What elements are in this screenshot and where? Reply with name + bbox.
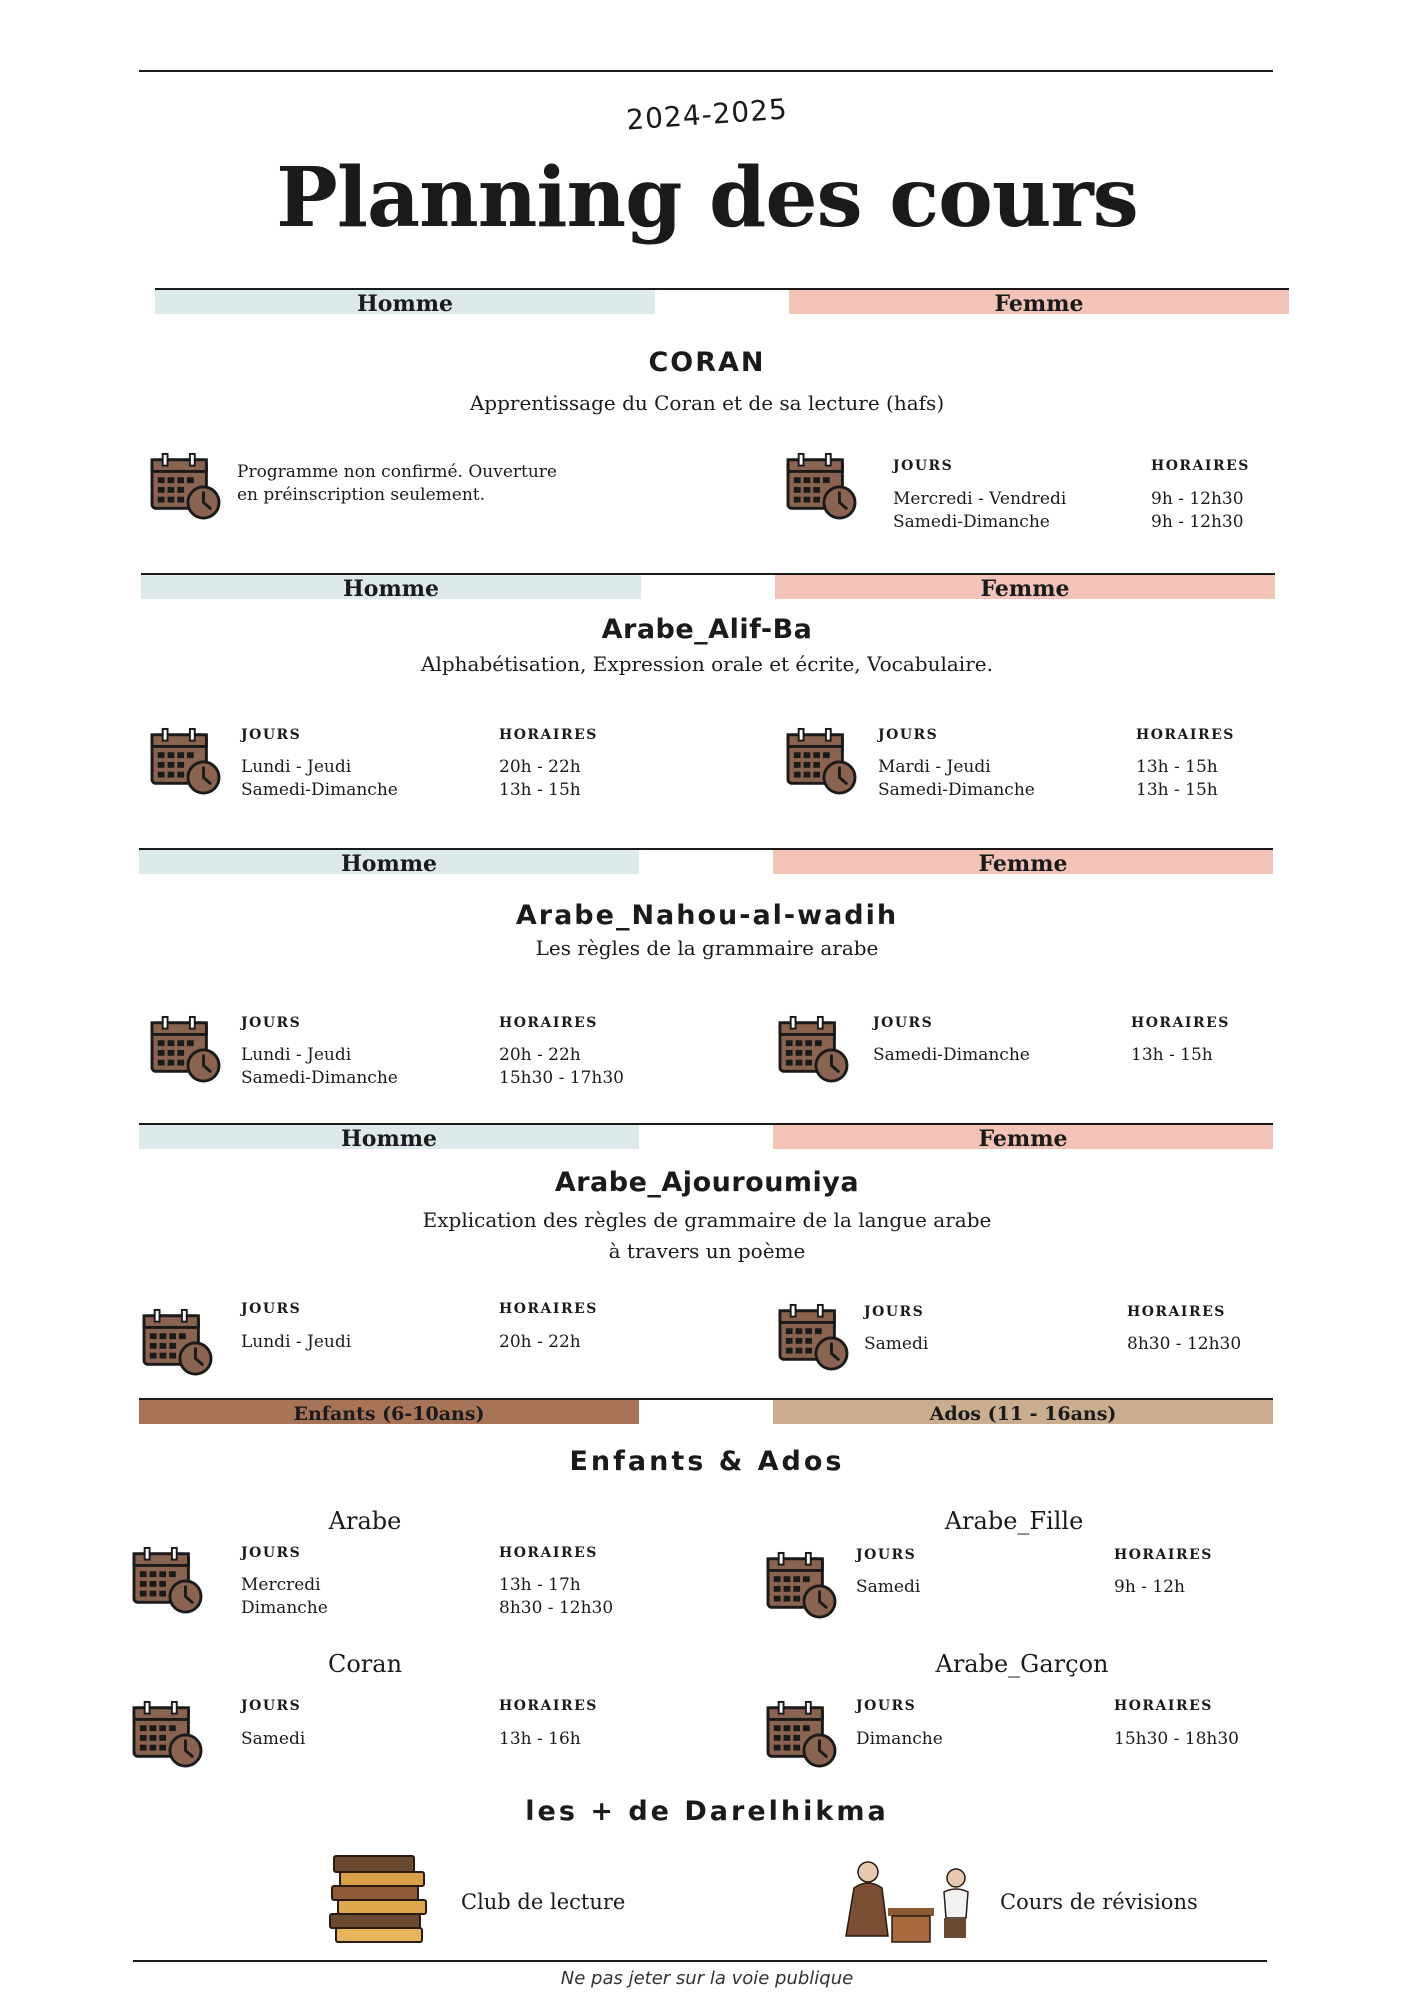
calendar-icon (130, 1700, 206, 1768)
section-subtitle: Les règles de la grammaire arabe (535, 936, 879, 960)
section-title: Arabe_Nahou-al-wadih (515, 900, 899, 931)
jours-header: JOURS (241, 1698, 302, 1714)
jours-header: JOURS (864, 1304, 925, 1320)
horaires-header: HORAIRES (1114, 1547, 1213, 1563)
section-title: Enfants & Ados (569, 1446, 845, 1477)
calendar-icon (140, 1308, 216, 1376)
jours-header: JOURS (241, 1545, 302, 1561)
band-homme: Homme (139, 1125, 639, 1149)
jours-header: JOURS (856, 1698, 917, 1714)
jours-header: JOURS (856, 1547, 917, 1563)
jours-value: Mercredi Dimanche (241, 1575, 328, 1618)
band-ados: Ados (11 - 16ans) (773, 1400, 1273, 1424)
jours-value: Lundi - Jeudi (241, 1332, 352, 1352)
horaires-value: 13h - 16h (499, 1729, 581, 1749)
program-note: Programme non confirmé. Ouverture en préinscription seulement. (237, 462, 557, 505)
section-title: les + de Darelhikma (525, 1796, 889, 1827)
section-subtitle: à travers un poème (608, 1239, 806, 1263)
club-lecture-label: Club de lecture (461, 1890, 626, 1914)
bottom-rule (133, 1960, 1267, 1962)
horaires-value: 20h - 22h 13h - 15h (499, 757, 581, 800)
band-homme: Homme (141, 575, 641, 599)
horaires-value: 13h - 15h 13h - 15h (1136, 757, 1218, 800)
jours-value: Samedi-Dimanche (873, 1045, 1030, 1065)
band-homme: Homme (139, 850, 639, 874)
jours-value: Dimanche (856, 1729, 943, 1749)
horaires-header: HORAIRES (499, 1545, 598, 1561)
jours-value: Samedi (856, 1577, 921, 1597)
jours-header: JOURS (241, 1301, 302, 1317)
horaires-value: 20h - 22h 15h30 - 17h30 (499, 1045, 624, 1088)
horaires-value: 8h30 - 12h30 (1127, 1334, 1242, 1354)
jours-value: Samedi (241, 1729, 306, 1749)
calendar-icon (784, 727, 860, 795)
section-subtitle: Explication des règles de grammaire de la langue arabe (422, 1208, 992, 1232)
jours-value: Mercredi - Vendredi Samedi-Dimanche (893, 489, 1067, 532)
jours-header: JOURS (241, 1015, 302, 1031)
cours-revisions-label: Cours de révisions (1000, 1890, 1198, 1914)
band-femme: Femme (789, 290, 1289, 314)
horaires-value: 9h - 12h (1114, 1577, 1185, 1597)
jours-header: JOURS (873, 1015, 934, 1031)
band-femme: Femme (773, 1125, 1273, 1149)
band-femme: Femme (773, 850, 1273, 874)
jours-value: Samedi (864, 1334, 929, 1354)
page-title: Planning des cours (276, 150, 1138, 246)
jours-header: JOURS (893, 458, 954, 474)
calendar-icon (130, 1546, 206, 1614)
calendar-icon (148, 1015, 224, 1083)
section-subtitle: Alphabétisation, Expression orale et écrite, Vocabulaire. (421, 652, 993, 676)
horaires-header: HORAIRES (499, 727, 598, 743)
section-subtitle: Apprentissage du Coran et de sa lecture (hafs) (469, 391, 945, 415)
jours-value: Lundi - Jeudi Samedi-Dimanche (241, 1045, 398, 1088)
horaires-value: 9h - 12h30 9h - 12h30 (1151, 489, 1244, 532)
band-homme: Homme (155, 290, 655, 314)
tutoring-icon (840, 1858, 974, 1944)
horaires-header: HORAIRES (499, 1015, 598, 1031)
horaires-header: HORAIRES (1151, 458, 1250, 474)
horaires-header: HORAIRES (1114, 1698, 1213, 1714)
horaires-header: HORAIRES (499, 1301, 598, 1317)
section-title: Arabe_Alif-Ba (601, 614, 813, 645)
section-title: CORAN (648, 347, 766, 378)
section-title: Arabe_Ajouroumiya (554, 1167, 860, 1198)
calendar-icon (784, 452, 860, 520)
jours-value: Mardi - Jeudi Samedi-Dimanche (878, 757, 1035, 800)
horaires-value: 20h - 22h (499, 1332, 581, 1352)
band-enfants: Enfants (6-10ans) (139, 1400, 639, 1424)
calendar-icon (776, 1015, 852, 1083)
footer-note: Ne pas jeter sur la voie publique (560, 1968, 854, 1989)
calendar-icon (148, 452, 224, 520)
horaires-header: HORAIRES (1127, 1304, 1226, 1320)
horaires-header: HORAIRES (1131, 1015, 1230, 1031)
horaires-value: 15h30 - 18h30 (1114, 1729, 1239, 1749)
course-name-arabe-garcon: Arabe_Garçon (935, 1650, 1109, 1678)
calendar-icon (764, 1700, 840, 1768)
horaires-header: HORAIRES (1136, 727, 1235, 743)
year-label: 2024-2025 (625, 92, 789, 137)
course-name-arabe: Arabe (328, 1507, 402, 1535)
course-name-coran: Coran (327, 1650, 403, 1678)
jours-header: JOURS (878, 727, 939, 743)
calendar-icon (764, 1551, 840, 1619)
horaires-value: 13h - 15h (1131, 1045, 1213, 1065)
books-icon (326, 1850, 436, 1946)
calendar-icon (776, 1303, 852, 1371)
jours-value: Lundi - Jeudi Samedi-Dimanche (241, 757, 398, 800)
jours-header: JOURS (241, 727, 302, 743)
calendar-icon (148, 727, 224, 795)
course-name-arabe-fille: Arabe_Fille (944, 1507, 1084, 1535)
horaires-header: HORAIRES (499, 1698, 598, 1714)
horaires-value: 13h - 17h 8h30 - 12h30 (499, 1575, 614, 1618)
band-femme: Femme (775, 575, 1275, 599)
